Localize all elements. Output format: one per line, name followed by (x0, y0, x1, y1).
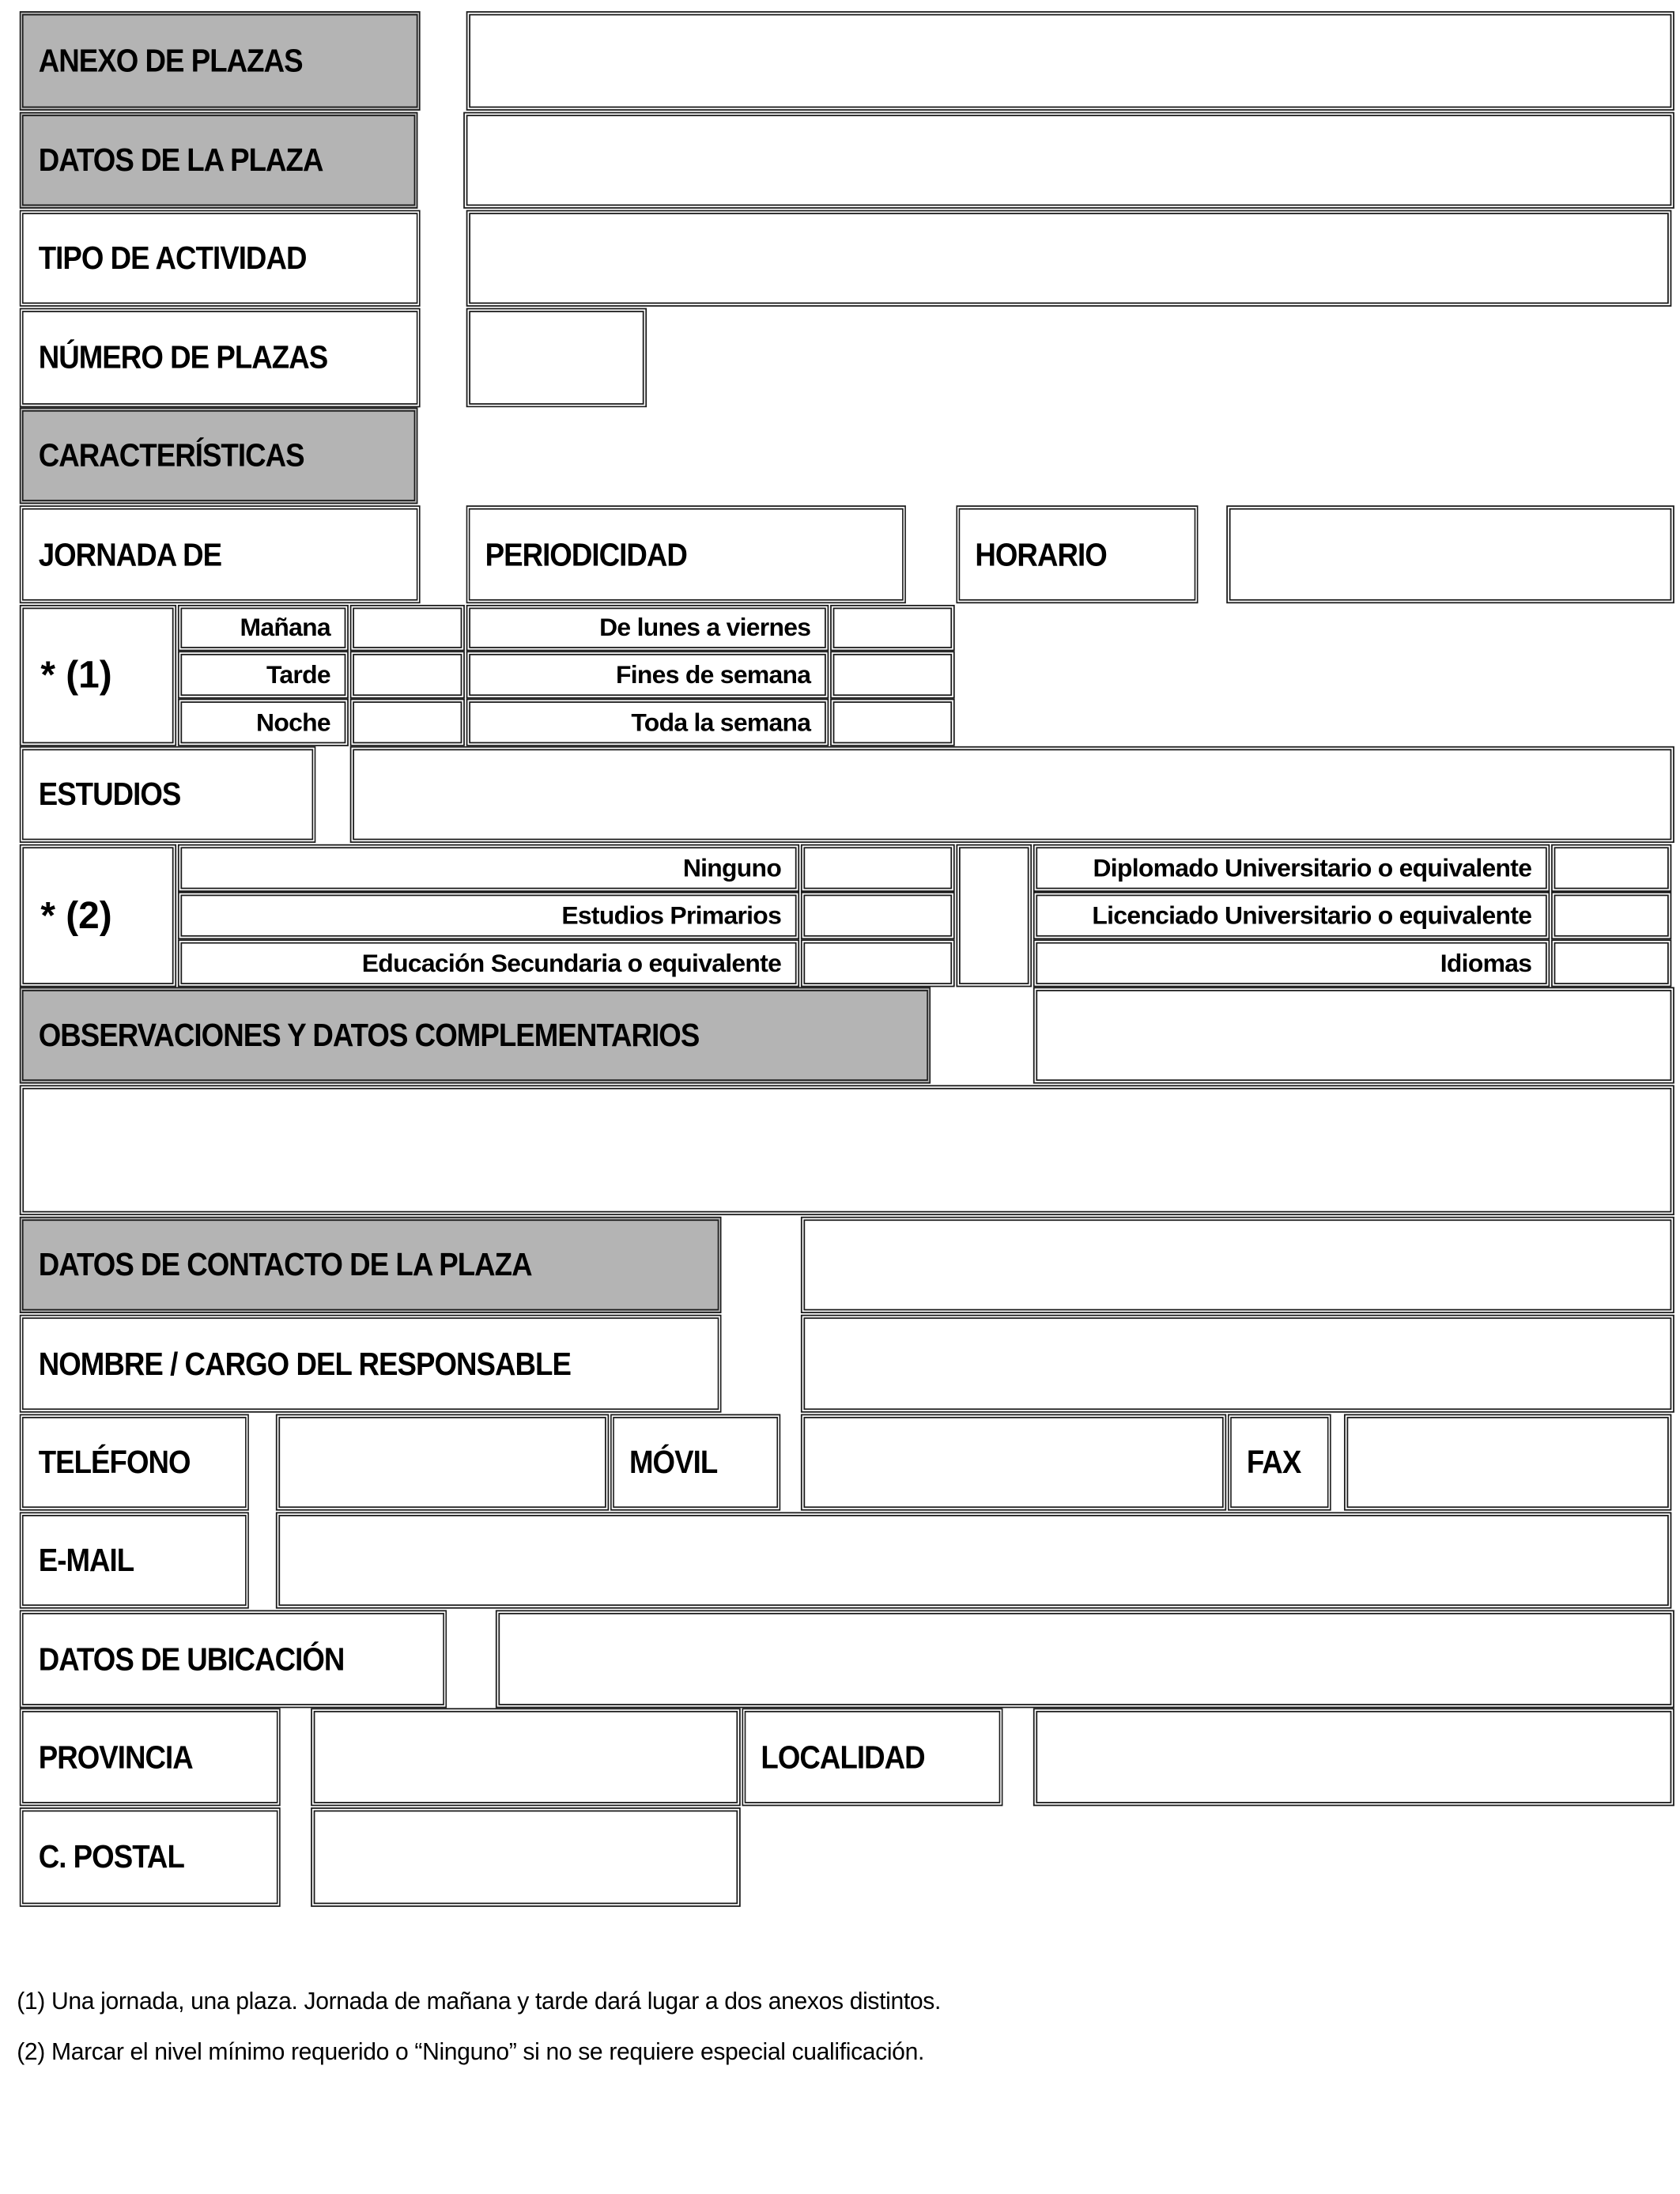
jornada-checkbox-tarde[interactable] (350, 651, 465, 698)
tipo-actividad-field[interactable] (466, 210, 1672, 307)
estudios-option-primarios: Estudios Primarios (178, 892, 799, 939)
estudios-checkbox-diplomado[interactable] (1551, 844, 1671, 892)
telefono-field[interactable] (276, 1414, 609, 1511)
caracteristicas-field (463, 407, 1674, 504)
jornada-option-manana: Mañana (178, 605, 349, 651)
anexo-heading: ANEXO DE PLAZAS (20, 11, 421, 111)
estudios-checkbox-secundaria[interactable] (801, 939, 955, 987)
periodicidad-checkbox-fines-semana[interactable] (830, 651, 955, 698)
estudios-checkbox-primarios[interactable] (801, 892, 955, 939)
periodicidad-option-fines-semana: Fines de semana (466, 651, 829, 698)
postal-field[interactable] (311, 1807, 741, 1907)
estudios-option-secundaria: Educación Secundaria o equivalente (178, 939, 799, 987)
responsable-label: NOMBRE / CARGO DEL RESPONSABLE (20, 1315, 722, 1413)
jornada-checkbox-manana[interactable] (350, 605, 465, 651)
postal-label: C. POSTAL (20, 1807, 281, 1907)
footnote-ref-2: * (2) (20, 844, 176, 987)
horario-label: HORARIO (956, 505, 1198, 603)
fax-field[interactable] (1344, 1414, 1671, 1511)
email-label: E-MAIL (20, 1512, 249, 1608)
observaciones-heading: OBSERVACIONES Y DATOS COMPLEMENTARIOS (20, 987, 931, 1083)
movil-label: MÓVIL (610, 1414, 780, 1511)
periodicidad-label: PERIODICIDAD (466, 505, 906, 603)
periodicidad-option-lunes-viernes: De lunes a viernes (466, 605, 829, 651)
estudios-field[interactable] (350, 746, 1674, 843)
periodicidad-checkbox-lunes-viernes[interactable] (830, 605, 955, 651)
horario-field[interactable] (1226, 505, 1674, 603)
estudios-checkbox-ninguno[interactable] (801, 844, 955, 892)
footnote-1: (1) Una jornada, una plaza. Jornada de mañana y tarde dará lugar a dos anexos distintos. (17, 1988, 941, 2015)
email-field[interactable] (276, 1512, 1671, 1608)
estudios-checkbox-idiomas[interactable] (1551, 939, 1671, 987)
numero-plazas-label: NÚMERO DE PLAZAS (20, 308, 421, 408)
datos-plaza-field[interactable] (463, 112, 1674, 209)
footnote-ref-1: * (1) (20, 605, 176, 746)
periodicidad-option-toda-semana: Toda la semana (466, 699, 829, 746)
estudios-spacer (956, 844, 1032, 987)
periodicidad-checkbox-toda-semana[interactable] (830, 699, 955, 746)
provincia-label: PROVINCIA (20, 1708, 281, 1806)
localidad-field[interactable] (1033, 1708, 1674, 1806)
ubicacion-field[interactable] (496, 1610, 1674, 1708)
ubicacion-label: DATOS DE UBICACIÓN (20, 1610, 447, 1708)
contacto-heading: DATOS DE CONTACTO DE LA PLAZA (20, 1217, 722, 1313)
numero-plazas-field[interactable] (466, 308, 647, 408)
estudios-checkbox-licenciado[interactable] (1551, 892, 1671, 939)
movil-field[interactable] (801, 1414, 1226, 1511)
estudios-option-idiomas: Idiomas (1033, 939, 1550, 987)
estudios-option-diplomado: Diplomado Universitario o equivalente (1033, 844, 1550, 892)
jornada-checkbox-noche[interactable] (350, 699, 465, 746)
responsable-field[interactable] (801, 1315, 1674, 1413)
caracteristicas-heading: CARACTERÍSTICAS (20, 407, 418, 504)
tipo-actividad-label: TIPO DE ACTIVIDAD (20, 210, 421, 307)
contacto-header-field (801, 1217, 1674, 1313)
jornada-label: JORNADA DE (20, 505, 421, 603)
estudios-option-licenciado: Licenciado Universitario o equivalente (1033, 892, 1550, 939)
datos-plaza-heading: DATOS DE LA PLAZA (20, 112, 418, 209)
fax-label: FAX (1228, 1414, 1331, 1511)
telefono-label: TELÉFONO (20, 1414, 249, 1511)
anexo-field[interactable] (466, 11, 1674, 111)
observaciones-header-field (1033, 987, 1674, 1083)
footnote-2: (2) Marcar el nivel mínimo requerido o “Ninguno” si no se requiere especial cualificación. (17, 2038, 924, 2065)
estudios-option-ninguno: Ninguno (178, 844, 799, 892)
observaciones-field[interactable] (20, 1085, 1674, 1215)
jornada-option-tarde: Tarde (178, 651, 349, 698)
estudios-label: ESTUDIOS (20, 746, 316, 843)
jornada-option-noche: Noche (178, 699, 349, 746)
provincia-field[interactable] (311, 1708, 741, 1806)
localidad-label: LOCALIDAD (742, 1708, 1003, 1806)
